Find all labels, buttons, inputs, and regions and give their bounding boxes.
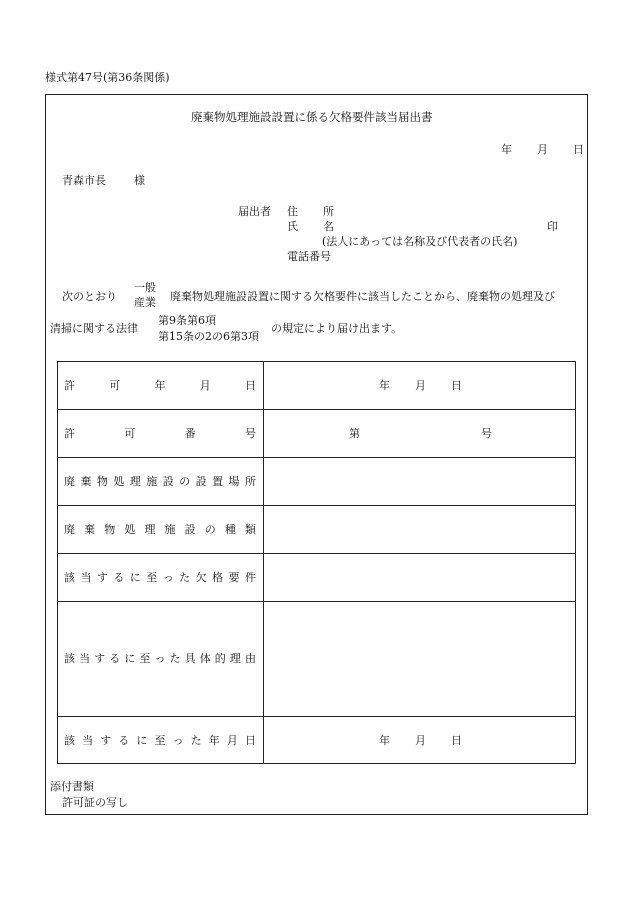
name-label-1: 氏 <box>287 220 298 233</box>
row-label-char: 所 <box>244 475 256 488</box>
row-label-char: す <box>100 734 112 747</box>
row-label-char: 理 <box>129 475 141 488</box>
body-intro: 次のとおり <box>62 290 117 303</box>
table-row-divider <box>58 601 575 602</box>
row-label-char: た <box>179 571 191 584</box>
row-label-char: 至 <box>146 571 158 584</box>
row-label-char: 要 <box>228 571 240 584</box>
occurrence-date-year: 年 <box>379 734 390 747</box>
row-label-char: 廃 <box>64 523 75 536</box>
phone-label: 電話番号 <box>287 250 331 263</box>
row-label-char: 該 <box>64 734 75 747</box>
row-label-char: 許 <box>64 379 75 392</box>
row-label-char: 廃 <box>64 475 75 488</box>
table-row-divider <box>58 553 575 554</box>
article-2: 第15条の2の6第3項 <box>158 330 259 343</box>
row-label-facility-location <box>64 476 256 487</box>
row-label-char: す <box>96 571 108 584</box>
permit-number-suffix: 号 <box>481 427 492 440</box>
name-label-2: 名 <box>323 220 334 233</box>
attachments-item: 許可証の写し <box>62 796 128 809</box>
row-label-char: 的 <box>214 652 226 665</box>
applicant-label: 届出者 <box>238 205 271 218</box>
row-label-char: る <box>118 734 130 747</box>
row-label-char: 理 <box>144 523 156 536</box>
row-label-char: 該 <box>64 571 75 584</box>
row-label-char: 至 <box>139 652 151 665</box>
row-label-char: 件 <box>244 571 256 584</box>
date-day-label: 日 <box>573 143 584 156</box>
row-label-char: 当 <box>82 734 94 747</box>
row-label-char: 格 <box>212 571 224 584</box>
waste-type-industrial: 産業 <box>134 296 156 309</box>
row-label-char: っ <box>154 652 166 665</box>
row-label-char: 物 <box>104 523 116 536</box>
row-label-char: 棄 <box>84 523 96 536</box>
article-1: 第9条第6項 <box>158 314 216 327</box>
row-label-char: に <box>129 571 141 584</box>
row-label-char: 該 <box>64 652 75 665</box>
row-label-disqualification <box>64 572 256 583</box>
details-table <box>57 361 576 764</box>
row-label-char: 可 <box>109 379 121 392</box>
body-text-2: 清掃に関する法律 <box>50 322 138 335</box>
row-label-char: 号 <box>244 427 256 440</box>
seal-mark: 印 <box>547 220 558 233</box>
row-label-char: 至 <box>154 734 166 747</box>
occurrence-date-month: 月 <box>415 734 426 747</box>
row-label-char: 可 <box>124 427 136 440</box>
row-label-char: 月 <box>226 734 238 747</box>
row-label-permit-date <box>64 380 256 391</box>
row-label-char: 場 <box>228 475 240 488</box>
date-month-label: 月 <box>537 143 548 156</box>
attachments-label: 添付書類 <box>50 780 94 793</box>
row-label-char: 体 <box>199 652 211 665</box>
row-label-char: 類 <box>244 523 256 536</box>
row-label-char: 年 <box>154 379 166 392</box>
table-row-divider <box>58 457 575 458</box>
row-label-char: の <box>204 523 216 536</box>
row-label-char: 置 <box>212 475 224 488</box>
permit-date-month: 月 <box>415 379 426 392</box>
row-label-char: 当 <box>80 571 92 584</box>
form-title: 廃棄物処理施設設置に係る欠格要件該当届出書 <box>191 110 433 124</box>
body-text-3: の規定により届け出ます。 <box>271 322 403 335</box>
table-row-divider <box>58 409 575 410</box>
row-label-char: 施 <box>164 523 176 536</box>
row-label-char: る <box>109 652 121 665</box>
row-label-char: に <box>124 652 136 665</box>
row-label-char: 年 <box>208 734 220 747</box>
row-label-char: 設 <box>162 475 174 488</box>
row-label-char: 理 <box>229 652 241 665</box>
occurrence-date-day: 日 <box>451 734 462 747</box>
addressee-honorific: 様 <box>134 174 145 187</box>
row-label-char: 棄 <box>80 475 92 488</box>
row-label-char: 処 <box>124 523 136 536</box>
address-label-1: 住 <box>287 205 298 218</box>
row-label-char: 設 <box>184 523 196 536</box>
table-row-divider <box>58 716 575 717</box>
row-label-specific-reason <box>64 653 256 664</box>
row-label-occurrence-date <box>64 735 256 746</box>
row-label-char: た <box>190 734 202 747</box>
row-label-char: 日 <box>245 379 256 392</box>
waste-type-general: 一般 <box>134 281 156 294</box>
row-label-char: 具 <box>184 652 196 665</box>
row-label-char: る <box>113 571 125 584</box>
row-label-char: た <box>169 652 181 665</box>
row-label-char: 施 <box>146 475 158 488</box>
row-label-char: 処 <box>113 475 125 488</box>
row-label-char: 日 <box>244 734 256 747</box>
permit-date-year: 年 <box>379 379 390 392</box>
row-label-char: 月 <box>199 379 211 392</box>
table-row-divider <box>58 505 575 506</box>
row-label-char: っ <box>172 734 184 747</box>
date-year-label: 年 <box>501 143 512 156</box>
row-label-char: の <box>179 475 191 488</box>
row-label-char: 設 <box>195 475 207 488</box>
row-label-char: 当 <box>79 652 91 665</box>
row-label-permit-number <box>64 428 256 439</box>
corporate-note: (法人にあっては名称及び代表者の氏名) <box>322 235 518 248</box>
address-label-2: 所 <box>323 205 334 218</box>
row-label-char: 許 <box>64 427 75 440</box>
row-label-char: 由 <box>244 652 256 665</box>
row-label-char: 欠 <box>195 571 207 584</box>
body-text-1: 廃棄物処理施設設置に関する欠格要件に該当したことから、廃棄物の処理及び <box>170 290 555 303</box>
permit-date-day: 日 <box>451 379 462 392</box>
row-label-char: 種 <box>224 523 236 536</box>
row-label-char: 物 <box>96 475 108 488</box>
permit-number-prefix: 第 <box>349 427 360 440</box>
addressee-name: 青森市長 <box>62 174 106 187</box>
row-label-char: っ <box>162 571 174 584</box>
row-label-char: 番 <box>184 427 196 440</box>
row-label-facility-type <box>64 524 256 535</box>
row-label-char: す <box>94 652 106 665</box>
table-column-divider <box>263 362 264 763</box>
form-number: 様式第47号(第36条関係) <box>45 71 170 84</box>
row-label-char: に <box>136 734 148 747</box>
